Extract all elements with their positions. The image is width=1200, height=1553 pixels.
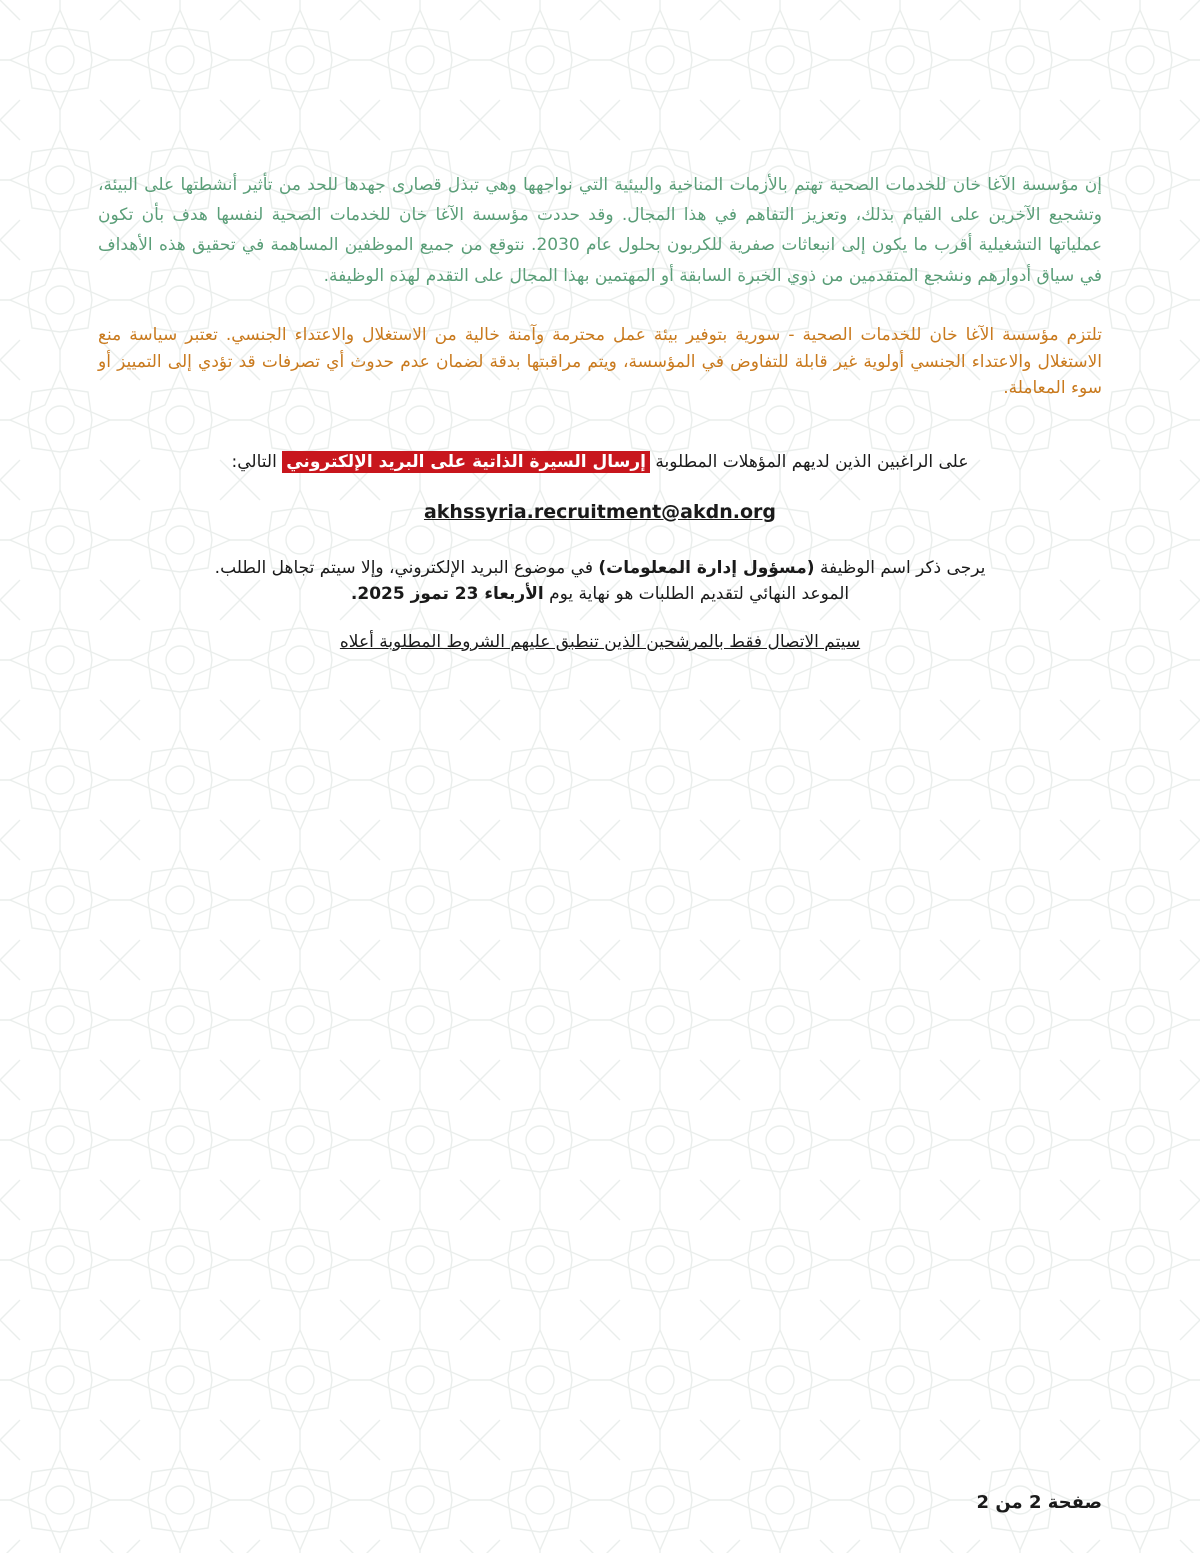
- apply-suffix: التالي:: [231, 452, 277, 472]
- deadline-prefix: الموعد النهائي لتقديم الطلبات هو نهاية يوم: [549, 584, 850, 604]
- job-title: (مسؤول إدارة المعلومات): [598, 558, 815, 578]
- page-current: 2: [1028, 1492, 1042, 1513]
- subject-instruction: [150, 555, 1050, 581]
- apply-intro: على الراغبين الذين لديهم المؤهلات المطلوبة: [655, 452, 969, 472]
- deadline-date: الأربعاء 23 تموز 2025: [357, 584, 544, 604]
- deadline-line: [150, 581, 1050, 607]
- page-number: [977, 1492, 1103, 1513]
- sustainability-paragraph: إن مؤسسة الآغا خان للخدمات الصحية تهتم بالأزمات المناخية والبيئية التي نواجهها وهي تبذل قصارى جهدها للحد من تأثير أنشطتها على البيئة، وتشجيع الآخرين على القيام بذلك، وتعزيز التفاهم في هذا المجال. وقد حددت مؤسسة الآغا خان للخدمات الصحية لنفسها هدف بأن تكون عملياتها التشغيلية أقرب ما يكون إلى انبعاثات صفرية للكربون بحلول عام 2030. نتوقع من جميع الموظفين المساهمة في تحقيق هذه الأهداف في سياق أدوارهم ونشجع المتقدمين من ذوي الخبرة السابقة أو المهتمين بهذا المجال على التقدم لهذه الوظيفة.: [98, 175, 1102, 286]
- page-label: صفحة: [1047, 1492, 1102, 1513]
- email-link[interactable]: akhssyria.recruitment@akdn.org: [423, 501, 777, 523]
- recruitment-email[interactable]: [150, 501, 1050, 523]
- page-total: 2: [976, 1492, 990, 1513]
- deadline-end: .: [350, 584, 358, 604]
- page-of: من: [995, 1492, 1023, 1513]
- mention-suffix: في موضوع البريد الإلكتروني، وإلا سيتم تجاهل الطلب.: [214, 558, 593, 578]
- contact-note: [150, 632, 1050, 652]
- apply-highlight: إرسال السيرة الذاتية على البريد الإلكتروني: [282, 451, 650, 473]
- apply-instruction: [150, 452, 1050, 472]
- safeguarding-paragraph: تلتزم مؤسسة الآغا خان للخدمات الصحية - سورية بتوفير بيئة عمل محترمة وآمنة خالية من الاستغلال والاعتداء الجنسي. تعتبر سياسة منع الاستغلال والاعتداء الجنسي أولوية غير قابلة للتفاوض في المؤسسة، ويتم مراقبتها بدقة لضمان عدم حدوث أي تصرفات قد تؤدي إلى التمييز أو سوء المعاملة.: [98, 325, 1102, 398]
- mention-prefix: يرجى ذكر اسم الوظيفة: [819, 558, 986, 578]
- contact-note-text: سيتم الاتصال فقط بالمرشحين الذين تنطبق عليهم الشروط المطلوبة أعلاه: [339, 632, 861, 652]
